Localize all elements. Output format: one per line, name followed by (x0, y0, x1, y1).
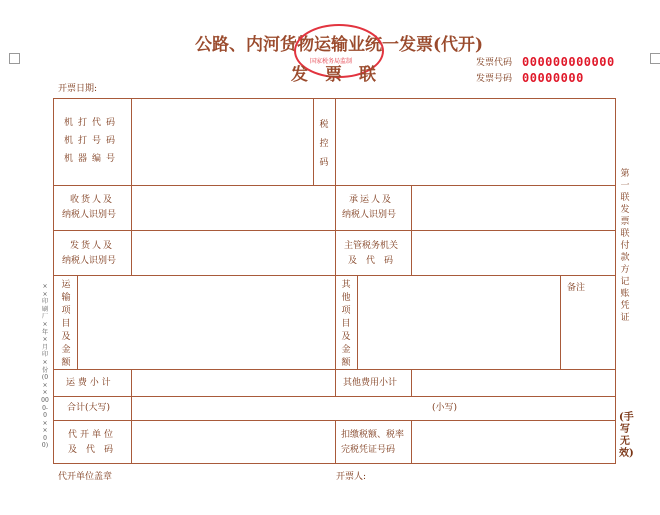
issuer-label-1: 代开单位 (68, 430, 117, 440)
invoice-copy-label: 发 票 联 (291, 65, 376, 85)
tax-authority-label-2: 及 代 码 (348, 256, 394, 266)
printer-note: ××印刷厂×年×月印×份(0××000-0××00) (41, 283, 49, 450)
invoice-number-label: 发票号码 (476, 74, 513, 84)
invoice-code-value: 000000000000 (522, 55, 615, 69)
other-items-label: 其他项目及金额 (341, 280, 351, 368)
issuer-label-2: 及 代 码 (68, 445, 114, 455)
seal-text: 国家税务局监制 (310, 58, 353, 65)
transport-items-label: 运输项目及金额 (61, 280, 71, 368)
tax-control-code-label: 税控码 (319, 120, 329, 168)
consignee-label-2: 纳税人识别号 (62, 210, 117, 220)
shipper-label-2: 纳税人识别号 (62, 256, 117, 266)
binding-hole-right (650, 53, 660, 64)
invoice-number-value: 00000000 (522, 71, 584, 85)
drawer-label: 开票人: (336, 472, 367, 482)
other-fees-subtotal-label: 其他费用小计 (343, 378, 398, 388)
total-lowercase-label: (小写) (432, 403, 458, 413)
machine-number-label: 机打号码 (64, 136, 121, 146)
issue-date-label: 开票日期: (58, 84, 98, 94)
remarks-label: 备注 (567, 283, 586, 293)
carrier-label-1: 承运人及 (349, 195, 394, 205)
binding-hole-left (9, 53, 20, 64)
total-uppercase-label: 合计(大写) (67, 403, 111, 413)
tax-authority-label-1: 主管税务机关 (344, 241, 399, 251)
machine-code-label: 机打代码 (64, 118, 121, 128)
handwritten-invalid-note: (手写无效) (619, 412, 634, 459)
withholding-label-2: 完税凭证号码 (341, 445, 396, 455)
copy-usage-note: 第一联 发票联 付款方记账凭证 (620, 169, 639, 323)
invoice-title: 公路、内河货物运输业统一发票(代开) (195, 35, 484, 55)
consignee-label-1: 收货人及 (70, 195, 115, 205)
carrier-label-2: 纳税人识别号 (342, 210, 397, 220)
withholding-label-1: 扣缴税额、税率 (341, 430, 405, 440)
issuer-stamp-label: 代开单位盖章 (58, 472, 113, 482)
freight-subtotal-label: 运 费 小 计 (66, 378, 111, 388)
shipper-label-1: 发货人及 (70, 241, 115, 251)
machine-serial-label: 机器编号 (64, 154, 121, 164)
invoice-code-label: 发票代码 (476, 58, 513, 68)
